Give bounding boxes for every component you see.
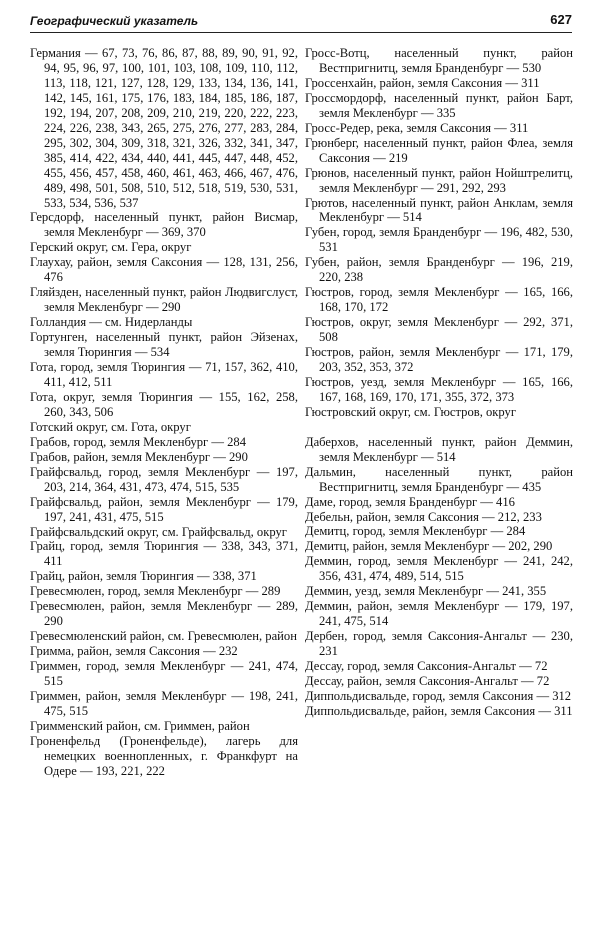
- index-entry: Дербен, город, земля Саксония-Ангальт — 230, 231: [305, 629, 573, 659]
- index-entry: Губен, район, земля Бранденбург — 196, 219, 220, 238: [305, 255, 573, 285]
- index-entry: Гревесмюлен, район, земля Мекленбург — 289, 290: [30, 599, 298, 629]
- index-entry: Герсдорф, населенный пункт, район Висмар, земля Мекленбург — 369, 370: [30, 210, 298, 240]
- index-entry: Грайфсвальд, район, земля Мекленбург — 179, 197, 241, 431, 475, 515: [30, 494, 298, 524]
- index-entry: Дессау, город, земля Саксония-Ангальт — 72: [305, 659, 548, 674]
- page-number: 627: [550, 12, 572, 27]
- index-entry: Грюнберг, населенный пункт, район Флеа, земля Саксония — 219: [305, 135, 573, 165]
- index-column-right: [305, 46, 573, 719]
- index-entry: Гота, округ, земля Тюрингия — 155, 162, 258, 260, 343, 506: [30, 389, 298, 419]
- index-entry: Гортунген, населенный пункт, район Эйзенах, земля Тюрингия — 534: [30, 330, 298, 360]
- index-entry: Демитц, район, земля Мекленбург — 202, 290: [305, 539, 553, 554]
- index-entry: Гроссенхайн, район, земля Саксония — 311: [305, 75, 540, 90]
- index-entry: Гросс-Редер, река, земля Саксония — 311: [305, 120, 529, 135]
- index-entry: Грютов, населенный пункт, район Анклам, земля Мекленбург — 514: [305, 195, 573, 225]
- index-entry: Диппольдисвальде, город, земля Саксония — 312: [305, 688, 572, 703]
- index-entry: Гюстров, район, земля Мекленбург — 171, 179, 203, 352, 353, 372: [305, 345, 573, 375]
- index-entry: Грайфсвальдский округ, см. Грайфсвальд, округ: [30, 524, 287, 539]
- index-entry: Диппольдисвальде, район, земля Саксония — 311: [305, 703, 573, 718]
- index-entry: Гревесмюлен, город, земля Мекленбург — 289: [30, 584, 281, 599]
- index-entry: Гюстров, город, земля Мекленбург — 165, 166, 168, 170, 172: [305, 285, 573, 315]
- index-entry: Даберхов, населенный пункт, район Деммин, земля Мекленбург — 514: [305, 434, 573, 464]
- header-title: Географический указатель: [30, 14, 199, 28]
- index-entry: Глаухау, район, земля Саксония — 128, 131, 256, 476: [30, 255, 298, 285]
- index-entry: Грайфсвальд, город, земля Мекленбург — 197, 203, 214, 364, 431, 473, 474, 515, 535: [30, 464, 298, 494]
- index-entry: Грайц, город, земля Тюрингия — 338, 343, 371, 411: [30, 539, 298, 569]
- index-entry: Гримменский район, см. Гриммен, район: [30, 718, 250, 733]
- index-entry: Деммин, уезд, земля Мекленбург — 241, 355: [305, 584, 547, 599]
- index-entry: Германия — 67, 73, 76, 86, 87, 88, 89, 90, 91, 92, 94, 95, 96, 97, 100, 101, 103, 108, 109, 110, 112, 113, 118, 121, 127, 128, 129, 133, 134, 136, 141, 142, 145, 161, 175, 176, 183, 184, 185, 186, 187, 192, 194, 207, 208, 209, 210, 219, 220, 222, 223, 224, 226, 238, 343, 265, 275, 276, 277, 283, 284, 295, 302, 304, 309, 318, 321, 326, 332, 341, 347, 385, 414, 422, 434, 440, 441, 445, 447, 448, 452, 455, 456, 457, 458, 460, 461, 463, 466, 467, 476, 489, 498, 501, 508, 510, 512, 518, 519, 530, 531, 533, 534, 536, 537: [30, 46, 298, 210]
- index-entry: Демитц, город, земля Мекленбург — 284: [305, 524, 526, 539]
- index-entry: Гляйзден, населенный пункт, район Людвигслуст, земля Мекленбург — 290: [30, 285, 298, 315]
- index-entry: Грабов, город, земля Мекленбург — 284: [30, 434, 246, 449]
- index-entry: Грайц, район, земля Тюрингия — 338, 371: [30, 569, 257, 584]
- index-entry: Гота, город, земля Тюрингия — 71, 157, 362, 410, 411, 412, 511: [30, 360, 298, 389]
- index-entry: Гюстров, уезд, земля Мекленбург — 165, 166, 167, 168, 169, 170, 171, 355, 372, 373: [305, 374, 573, 404]
- index-column-left: [30, 46, 298, 779]
- index-entry: Гревесмюленский район, см. Гревесмюлен, район: [30, 629, 297, 644]
- index-entry: Гроссмордорф, населенный пункт, район Барт, земля Мекленбург — 335: [305, 90, 573, 120]
- index-entry: Голландия — см. Нидерланды: [30, 315, 193, 330]
- index-entry: Губен, город, земля Бранденбург — 196, 482, 530, 531: [305, 225, 573, 255]
- index-entry: Гримма, район, земля Саксония — 232: [30, 644, 238, 659]
- index-entry: Деммин, район, земля Мекленбург — 179, 197, 241, 475, 514: [305, 599, 573, 629]
- index-entry: Даме, город, земля Бранденбург — 416: [305, 494, 515, 509]
- index-entry: Гюстров, округ, земля Мекленбург — 292, 371, 508: [305, 315, 573, 345]
- index-entry: Гриммен, район, земля Мекленбург — 198, 241, 475, 515: [30, 688, 298, 718]
- index-entry: Дебельн, район, земля Саксония — 212, 233: [305, 509, 542, 524]
- index-entry: Герский округ, см. Гера, округ: [30, 240, 192, 255]
- index-entry: Дессау, район, земля Саксония-Ангальт — 72: [305, 674, 550, 689]
- index-entry: Гроненфельд (Гроненфельде), лагерь для немецких военнопленных, г. Франкфурт на Одере — 193, 221, 222: [30, 733, 298, 778]
- index-entry: Грюнов, населенный пункт, район Нойштрелитц, земля Мекленбург — 291, 292, 293: [305, 165, 573, 195]
- index-entry: Грабов, район, земля Мекленбург — 290: [30, 449, 248, 464]
- index-entry: Гюстровский округ, см. Гюстров, округ: [305, 404, 517, 419]
- running-header: [30, 10, 572, 33]
- index-entry: Гросс-Вотц, населенный пункт, район Вестпригнитц, земля Бранденбург — 530: [305, 46, 573, 75]
- index-entry: Деммин, город, земля Мекленбург — 241, 242, 356, 431, 474, 489, 514, 515: [305, 554, 573, 584]
- index-entry: Гриммен, город, земля Мекленбург — 241, 474, 515: [30, 659, 298, 689]
- index-entry: Готский округ, см. Гота, округ: [30, 419, 191, 434]
- index-entry: Дальмин, населенный пункт, район Вестпригнитц, земля Бранденбург — 435: [305, 464, 573, 494]
